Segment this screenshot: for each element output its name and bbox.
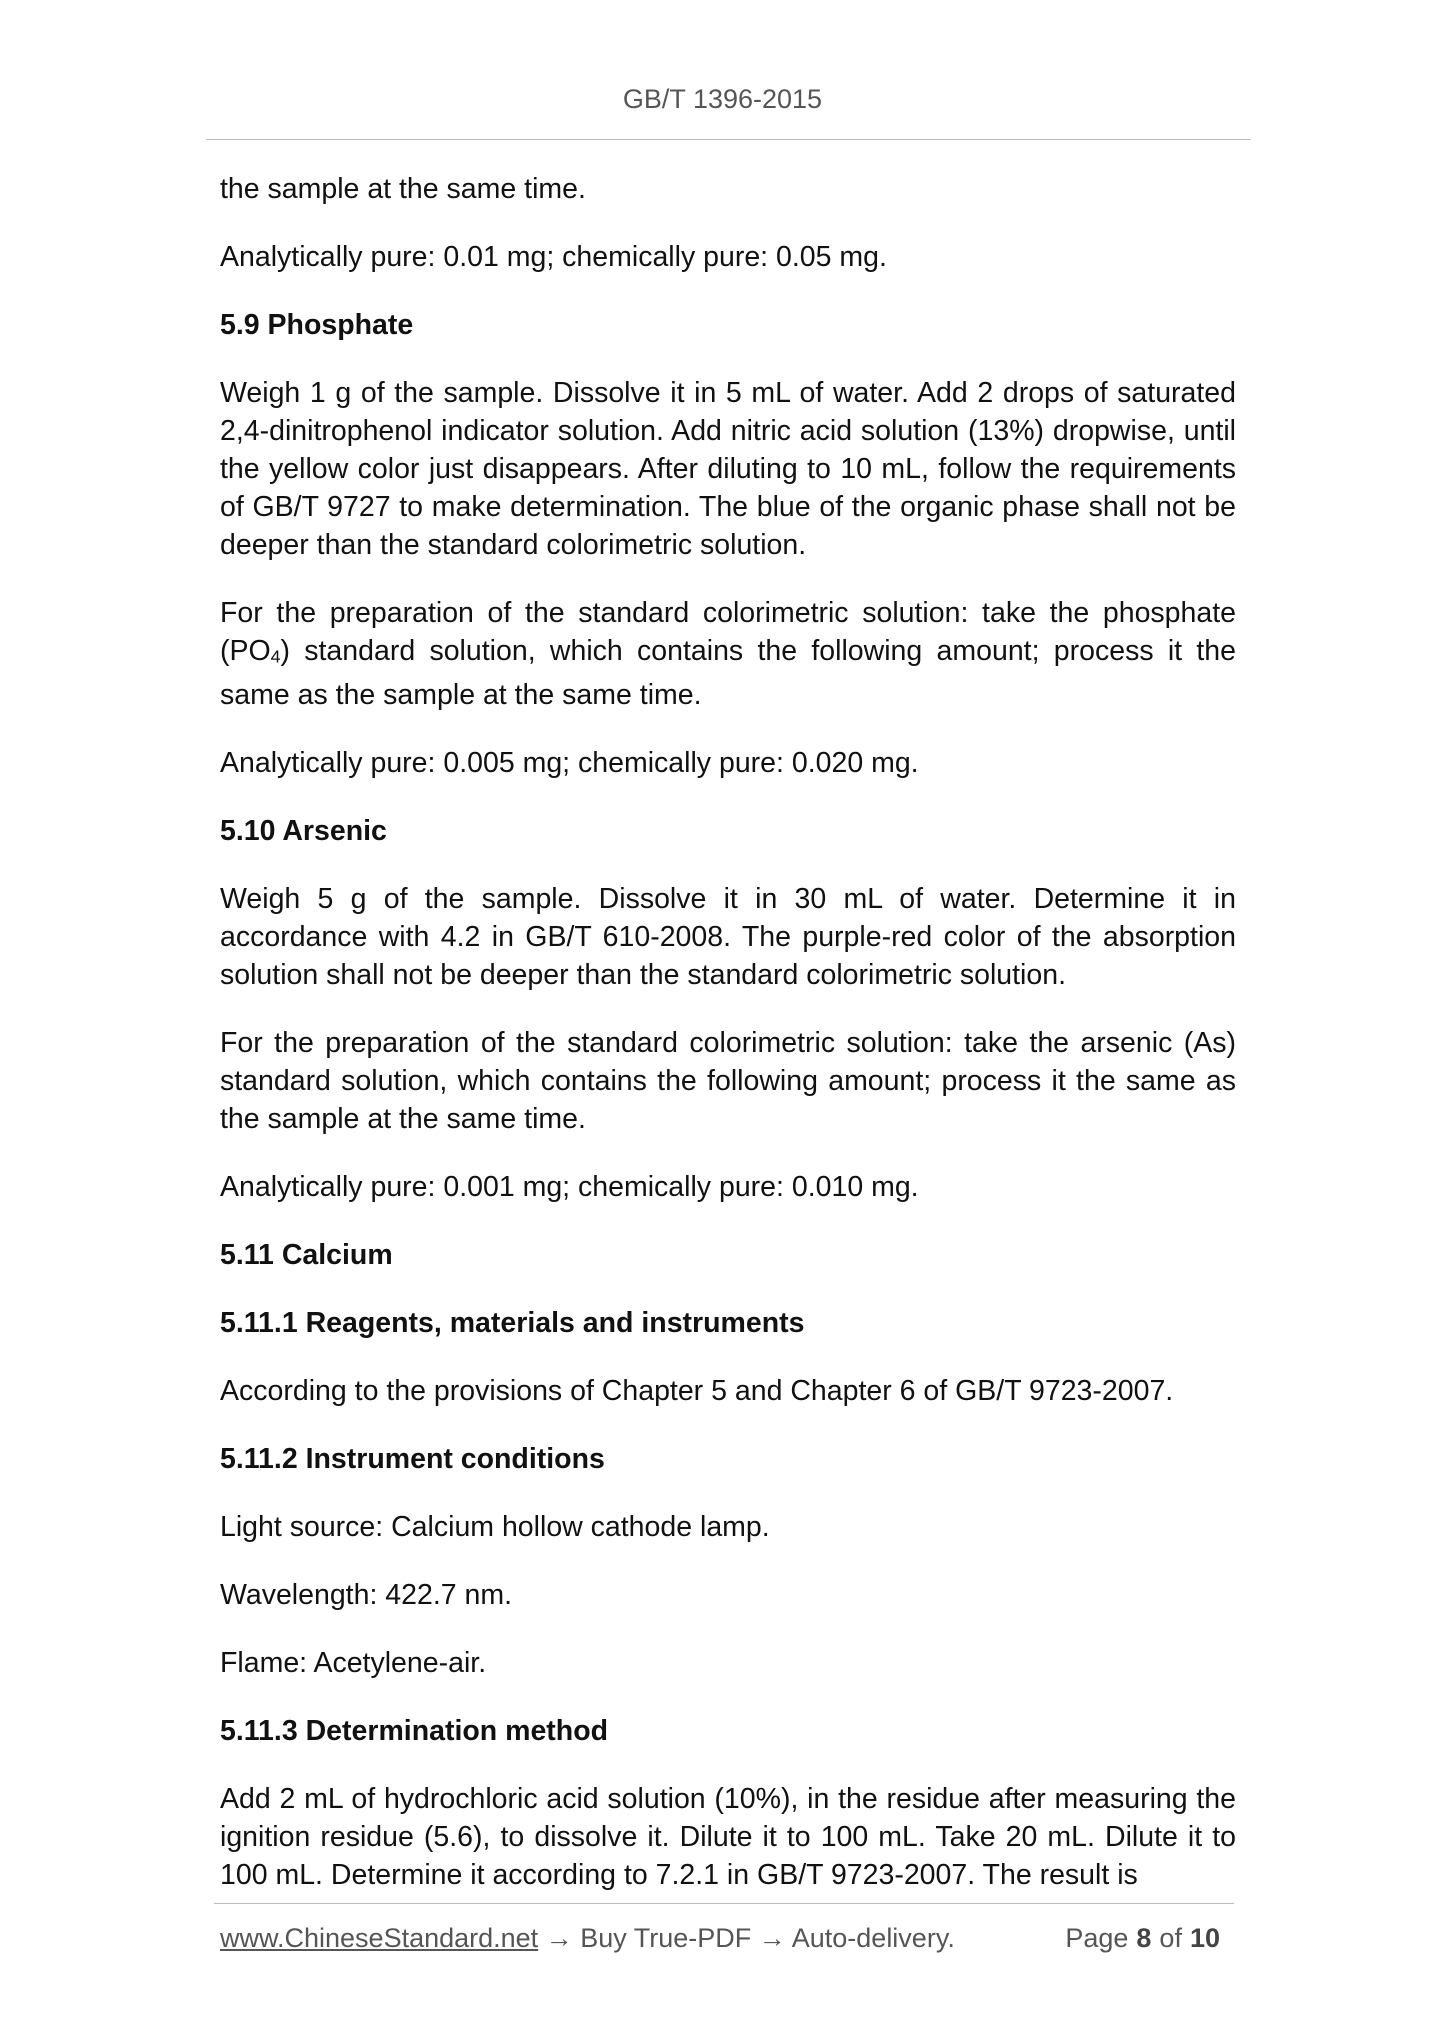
paragraph-arsenic-standard: For the preparation of the standard colorimetric solution: take the arsenic (As) standard solution, which contains the following amount; process it the same as the sample at the same time. xyxy=(220,1026,1236,1135)
footer-divider xyxy=(214,1903,1234,1904)
paragraph-wavelength: Wavelength: 422.7 nm. xyxy=(220,1578,513,1611)
paragraph-continuation: the sample at the same time. xyxy=(220,173,586,205)
page-current: 8 xyxy=(1136,1923,1152,1953)
paragraph-phosphate-amounts: Analytically pure: 0.005 mg; chemically pure: 0.020 mg. xyxy=(220,746,919,779)
paragraph-light-source: Light source: Calcium hollow cathode lamp. xyxy=(220,1510,770,1543)
page-of-label: of xyxy=(1159,1923,1182,1953)
paragraph-phosphate-standard xyxy=(220,594,1236,714)
section-heading-calcium: 5.11 Calcium xyxy=(220,1238,393,1271)
paragraph-arsenic-amounts: Analytically pure: 0.001 mg; chemically pure: 0.010 mg. xyxy=(220,1170,919,1203)
subsection-heading-instrument-conditions: 5.11.2 Instrument conditions xyxy=(220,1442,605,1475)
section-heading-arsenic: 5.10 Arsenic xyxy=(220,814,387,847)
header-divider xyxy=(206,139,1251,140)
paragraph-reagents: According to the provisions of Chapter 5 and Chapter 6 of GB/T 9723-2007. xyxy=(220,1374,1174,1407)
page-indicator xyxy=(1065,1923,1228,1954)
running-header: GB/T 1396-2015 xyxy=(622,84,823,114)
paragraph-arsenic-procedure: Weigh 5 g of the sample. Dissolve it in 30 mL of water. Determine it in accordance with 4.2 in GB/T 610-2008. The purple-red color of the absorption solution shall not be deeper than the standard colorimetric solution. xyxy=(220,882,1236,991)
section-heading-phosphate: 5.9 Phosphate xyxy=(220,309,414,341)
document-body xyxy=(220,170,1236,1924)
paragraph-amounts: Analytically pure: 0.01 mg; chemically pure: 0.05 mg. xyxy=(220,241,887,273)
footer-tagline: → Buy True-PDF → Auto-delivery. xyxy=(538,1923,955,1953)
text-run: ) standard solution, which contains the following amount; process it the same as the sample at the same time. xyxy=(220,635,1236,711)
subsection-heading-determination: 5.11.3 Determination method xyxy=(220,1714,609,1747)
paragraph-flame: Flame: Acetylene-air. xyxy=(220,1646,487,1679)
paragraph-phosphate-procedure: Weigh 1 g of the sample. Dissolve it in 5 mL of water. Add 2 drops of saturated 2,4-dinitrophenol indicator solution. Add nitric acid solution (13%) dropwise, until the yellow color just disappears. After diluting to 10 mL, follow the requirements of GB/T 9727 to make determination. The blue of the organic phase shall not be deeper than the standard colorimetric solution. xyxy=(220,377,1236,561)
page-total: 10 xyxy=(1189,1923,1220,1953)
paragraph-determination: Add 2 mL of hydrochloric acid solution (10%), in the residue after measuring the ignition residue (5.6), to dissolve it. Dilute it to 100 mL. Take 20 mL. Dilute it to 100 mL. Determine it according to 7.2.1 in GB/T 9723-2007. The result is xyxy=(220,1782,1236,1891)
page-footer xyxy=(220,1923,1228,1954)
subsection-heading-reagents: 5.11.1 Reagents, materials and instruments xyxy=(220,1306,805,1339)
text-run: For the preparation of the standard colorimetric solution: take the phosphate (PO xyxy=(220,597,1236,667)
website-link[interactable]: www.ChineseStandard.net xyxy=(220,1923,539,1953)
page-label: Page xyxy=(1065,1923,1129,1953)
subscript: 4 xyxy=(270,646,281,667)
